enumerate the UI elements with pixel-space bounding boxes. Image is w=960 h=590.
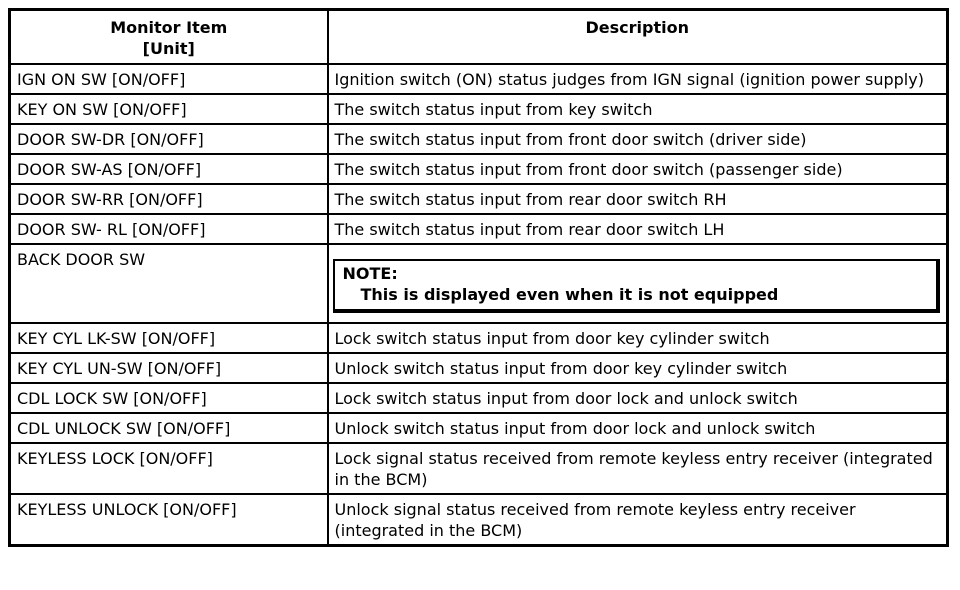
note-label: NOTE: [342,263,398,283]
monitor-item-cell: KEYLESS LOCK [ON/OFF] [10,443,328,494]
table-row [10,443,948,494]
monitor-item-cell: KEYLESS UNLOCK [ON/OFF] [10,494,328,546]
monitor-item-cell: DOOR SW-RR [ON/OFF] [10,184,328,214]
table-row [10,413,948,443]
description-cell: Unlock switch status input from door key cylinder switch [328,353,948,383]
monitor-item-cell: DOOR SW-AS [ON/OFF] [10,154,328,184]
table-row [10,323,948,353]
description-cell: The switch status input from front door switch (passenger side) [328,154,948,184]
description-cell: The switch status input from front door switch (driver side) [328,124,948,154]
description-cell [328,244,948,323]
description-cell: The switch status input from rear door switch RH [328,184,948,214]
description-cell: The switch status input from rear door switch LH [328,214,948,244]
monitor-item-cell: BACK DOOR SW [10,244,328,323]
table-row [10,124,948,154]
monitor-item-cell: KEY ON SW [ON/OFF] [10,94,328,124]
table-row [10,244,948,323]
monitor-item-cell: KEY CYL UN-SW [ON/OFF] [10,353,328,383]
table-row [10,383,948,413]
monitor-item-header-line2: [Unit] [142,39,195,58]
description-cell: Lock signal status received from remote keyless entry receiver (integrated in the BCM) [328,443,948,494]
table-row [10,64,948,94]
note-text: This is displayed even when it is not equipped [360,284,779,304]
table-row [10,494,948,546]
table-row [10,214,948,244]
description-header: Description [328,10,948,64]
monitor-item-header-line1: Monitor Item [110,18,228,37]
description-cell: Unlock signal status received from remote keyless entry receiver (integrated in the BCM) [328,494,948,546]
table-row [10,154,948,184]
table-row [10,94,948,124]
description-cell: Lock switch status input from door lock and unlock switch [328,383,948,413]
table-header-row [10,10,948,64]
monitor-item-header [10,10,328,64]
monitor-item-cell: CDL LOCK SW [ON/OFF] [10,383,328,413]
monitor-item-cell: DOOR SW-DR [ON/OFF] [10,124,328,154]
description-cell: Lock switch status input from door key cylinder switch [328,323,948,353]
monitor-item-cell: KEY CYL LK-SW [ON/OFF] [10,323,328,353]
monitor-item-cell: CDL UNLOCK SW [ON/OFF] [10,413,328,443]
table-row [10,353,948,383]
monitor-item-cell: IGN ON SW [ON/OFF] [10,64,328,94]
description-cell: Ignition switch (ON) status judges from IGN signal (ignition power supply) [328,64,948,94]
description-cell: Unlock switch status input from door lock and unlock switch [328,413,948,443]
description-cell: The switch status input from key switch [328,94,948,124]
table-row [10,184,948,214]
monitor-item-table [8,8,949,547]
monitor-item-cell: DOOR SW- RL [ON/OFF] [10,214,328,244]
note-box [333,259,941,313]
